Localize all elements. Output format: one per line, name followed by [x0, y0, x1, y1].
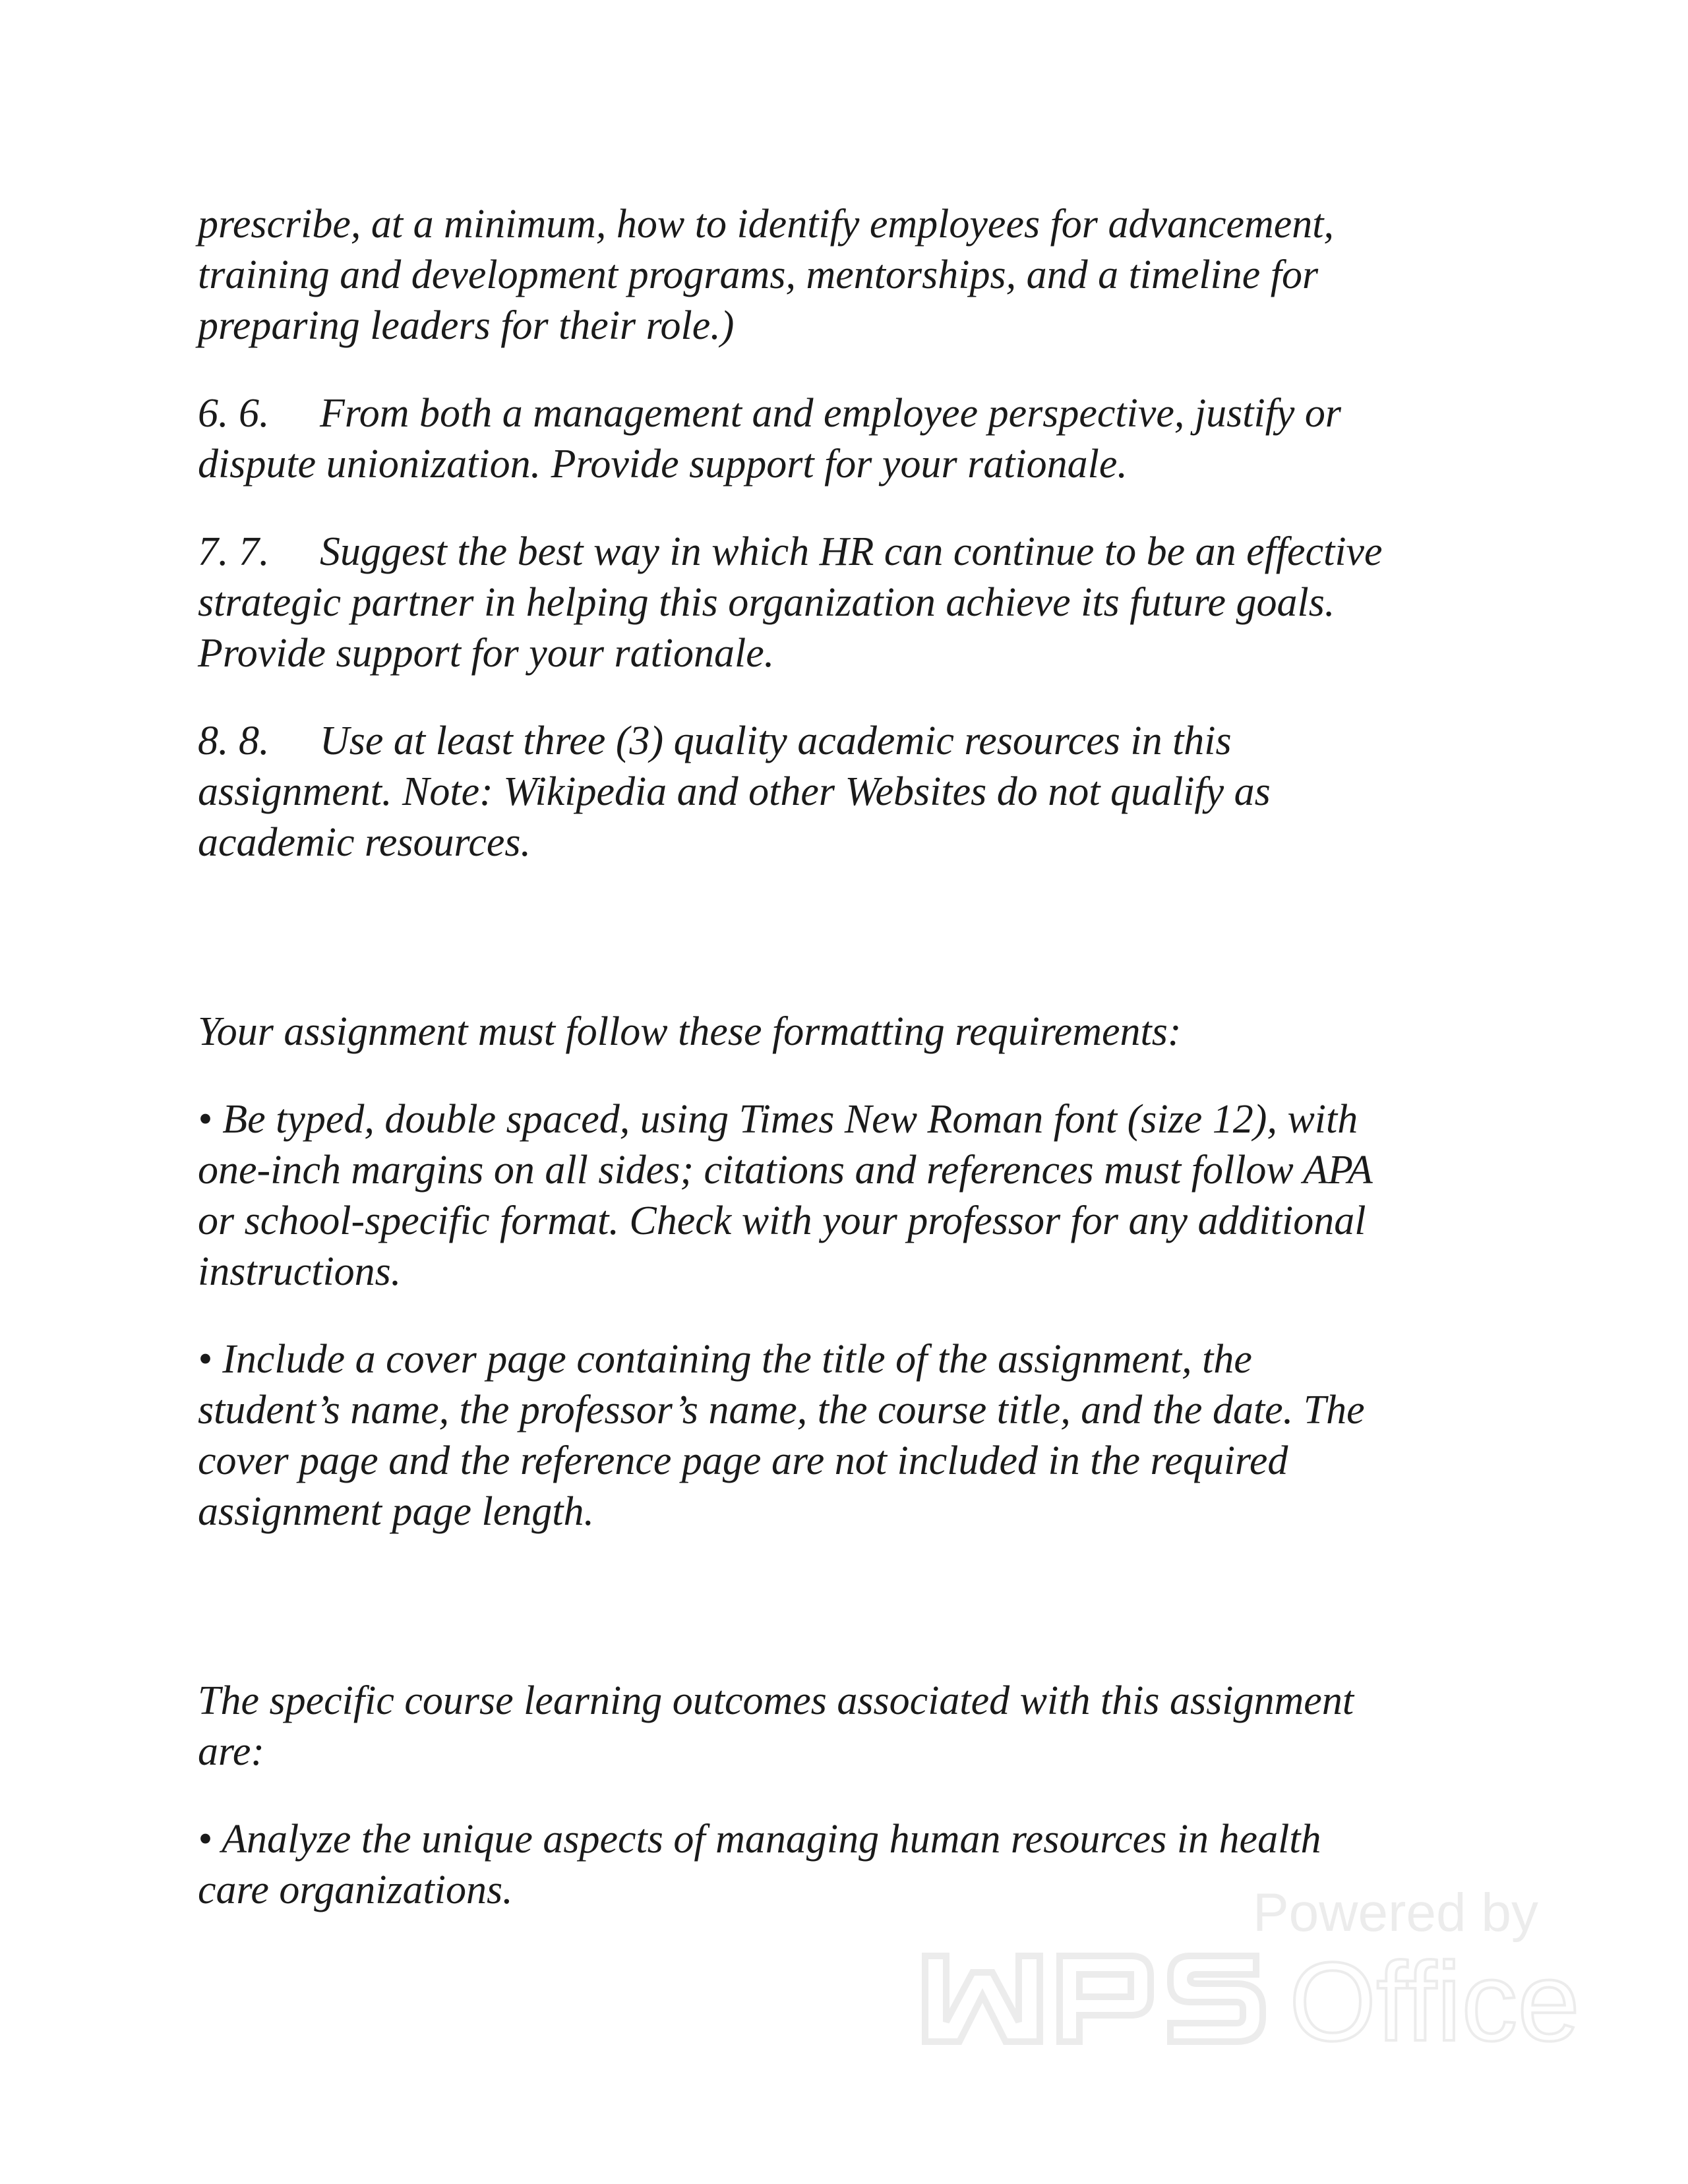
watermark-powered-by: Powered by [1252, 1883, 1538, 1943]
wps-office-logo [920, 1939, 1580, 2065]
watermark-brand-text: Office [1289, 1939, 1580, 2065]
text-line: assignment page length. [198, 1489, 594, 1534]
text-line: one-inch margins on all sides; citations and references must follow APA [198, 1148, 1373, 1193]
text-line: are: [198, 1729, 264, 1774]
text-line: dispute unionization. Provide support for your rationale. [198, 442, 1128, 487]
text-line: Provide support for your rationale. [198, 631, 775, 676]
text-line: academic resources. [198, 820, 531, 865]
wps-watermark [920, 1882, 1580, 2065]
list-item-7 [198, 527, 1503, 679]
list-item-6 [198, 388, 1503, 490]
document-body [198, 199, 1503, 1916]
text-line: prescribe, at a minimum, how to identify employees for advancement, [198, 202, 1335, 247]
outcomes-heading [198, 1676, 1503, 1777]
text-line: The specific course learning outcomes associated with this assignment [198, 1678, 1354, 1723]
continuation-paragraph [198, 199, 1503, 351]
bullet-item-cover-page [198, 1334, 1503, 1537]
text-line: assignment. Note: Wikipedia and other Websites do not qualify as [198, 769, 1271, 814]
text-line: Suggest the best way in which HR can continue to be an effective [320, 529, 1383, 574]
item-number: 6. 6. [198, 391, 270, 436]
formatting-heading [198, 1007, 1503, 1057]
text-line: care organizations. [198, 1868, 513, 1912]
text-line: • Include a cover page containing the title of the assignment, the [198, 1337, 1252, 1382]
text-line: cover page and the reference page are not included in the required [198, 1438, 1288, 1483]
list-item-8 [198, 716, 1503, 868]
text-line: student’s name, the professor’s name, the course title, and the date. The [198, 1388, 1365, 1432]
text-line: instructions. [198, 1249, 402, 1294]
text-line: Use at least three (3) quality academic resources in this [320, 719, 1232, 763]
text-line: Your assignment must follow these formatting requirements: [198, 1009, 1182, 1054]
text-line: • Analyze the unique aspects of managing human resources in health [198, 1817, 1321, 1862]
item-number: 8. 8. [198, 719, 270, 763]
text-line: strategic partner in helping this organization achieve its future goals. [198, 580, 1335, 625]
item-number: 7. 7. [198, 529, 270, 574]
text-line: From both a management and employee perspective, justify or [320, 391, 1342, 436]
text-line: or school-specific format. Check with your professor for any additional [198, 1198, 1366, 1243]
bullet-item-formatting [198, 1094, 1503, 1297]
text-line: training and development programs, mentorships, and a timeline for [198, 252, 1319, 297]
text-line: preparing leaders for their role.) [198, 303, 735, 348]
wps-logo-icon [920, 1939, 1580, 2065]
text-line: • Be typed, double spaced, using Times New Roman font (size 12), with [198, 1097, 1358, 1142]
